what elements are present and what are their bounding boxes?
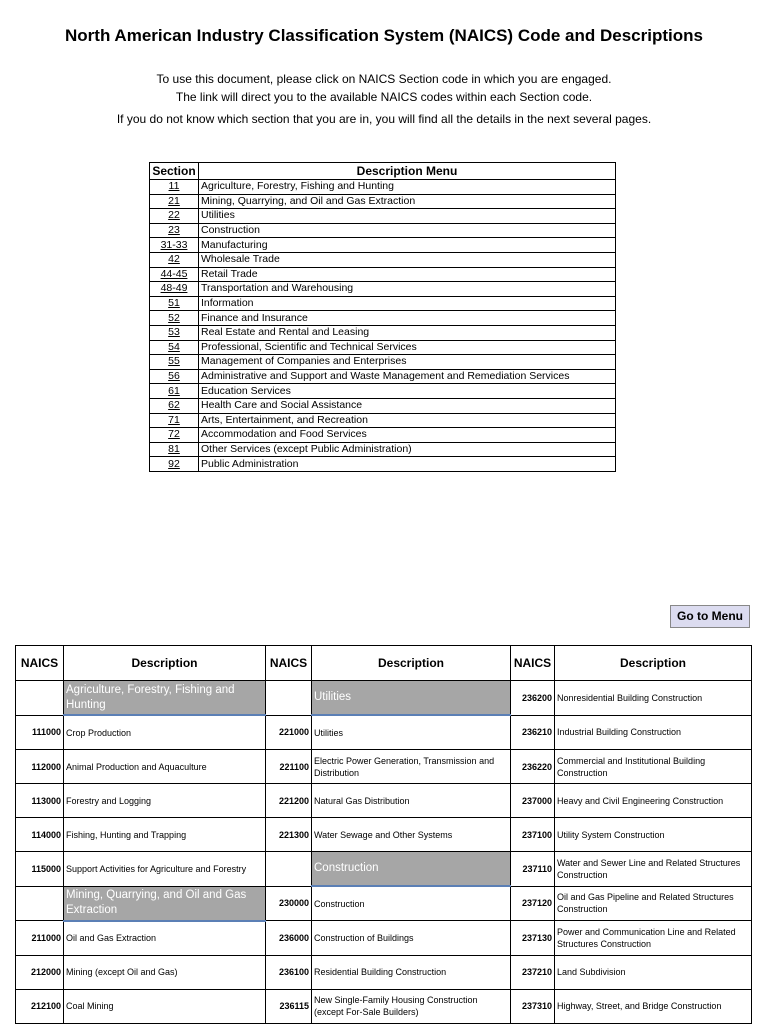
naics-description: Water and Sewer Line and Related Structures Construction xyxy=(555,852,752,887)
section-description: Education Services xyxy=(199,384,616,399)
section-heading: Utilities xyxy=(312,681,511,716)
section-code-link[interactable]: 61 xyxy=(150,384,199,399)
naics-code: 212000 xyxy=(16,955,64,989)
naics-code: 237110 xyxy=(511,852,555,887)
naics-description: Nonresidential Building Construction xyxy=(555,681,752,716)
section-code-link[interactable]: 42 xyxy=(150,252,199,267)
menu-row xyxy=(150,428,616,443)
intro-line-1: To use this document, please click on NAICS Section code in which you are engaged. xyxy=(156,72,612,86)
naics-code: 237130 xyxy=(511,921,555,956)
menu-row xyxy=(150,457,616,472)
go-to-menu-button[interactable]: Go to Menu xyxy=(670,605,750,628)
section-code-link[interactable]: 54 xyxy=(150,340,199,355)
naics-code: 221200 xyxy=(266,784,312,818)
section-description: Manufacturing xyxy=(199,238,616,253)
naics-code: 211000 xyxy=(16,921,64,956)
table-row xyxy=(16,955,752,989)
section-description: Administrative and Support and Waste Management and Remediation Services xyxy=(199,369,616,384)
naics-code: 236210 xyxy=(511,715,555,750)
naics-code: 236000 xyxy=(266,921,312,956)
table-row xyxy=(16,750,752,784)
naics-description: Land Subdivision xyxy=(555,955,752,989)
naics-description: Utility System Construction xyxy=(555,818,752,852)
naics-description: Commercial and Institutional Building Construction xyxy=(555,750,752,784)
naics-description: Utilities xyxy=(312,715,511,750)
section-description: Arts, Entertainment, and Recreation xyxy=(199,413,616,428)
menu-row xyxy=(150,194,616,209)
section-description: Mining, Quarrying, and Oil and Gas Extraction xyxy=(199,194,616,209)
naics-code xyxy=(266,852,312,887)
section-code-link[interactable]: 55 xyxy=(150,355,199,370)
naics-description: Power and Communication Line and Related Structures Construction xyxy=(555,921,752,956)
menu-row xyxy=(150,398,616,413)
section-description: Retail Trade xyxy=(199,267,616,282)
naics-code xyxy=(16,681,64,716)
menu-header-description: Description Menu xyxy=(199,163,616,180)
table-row xyxy=(16,886,752,921)
menu-header-section: Section xyxy=(150,163,199,180)
section-heading: Construction xyxy=(312,852,511,887)
naics-description: Construction of Buildings xyxy=(312,921,511,956)
naics-code: 221000 xyxy=(266,715,312,750)
table-row xyxy=(16,818,752,852)
section-code-link[interactable]: 51 xyxy=(150,296,199,311)
naics-code: 237310 xyxy=(511,989,555,1023)
section-code-link[interactable]: 72 xyxy=(150,428,199,443)
menu-header-row xyxy=(150,163,616,180)
naics-code: 237100 xyxy=(511,818,555,852)
naics-code xyxy=(266,681,312,716)
section-description: Transportation and Warehousing xyxy=(199,282,616,297)
menu-row xyxy=(150,369,616,384)
section-code-link[interactable]: 23 xyxy=(150,223,199,238)
section-description: Agriculture, Forestry, Fishing and Hunting xyxy=(199,180,616,195)
naics-code: 236220 xyxy=(511,750,555,784)
naics-description: Support Activities for Agriculture and Forestry xyxy=(64,852,266,887)
naics-description: Water Sewage and Other Systems xyxy=(312,818,511,852)
menu-row xyxy=(150,442,616,457)
naics-description: Construction xyxy=(312,886,511,921)
section-code-link[interactable]: 21 xyxy=(150,194,199,209)
section-code-link[interactable]: 52 xyxy=(150,311,199,326)
naics-code: 115000 xyxy=(16,852,64,887)
naics-code: 111000 xyxy=(16,715,64,750)
naics-code: 114000 xyxy=(16,818,64,852)
naics-code: 230000 xyxy=(266,886,312,921)
menu-row xyxy=(150,325,616,340)
table-row xyxy=(16,989,752,1023)
naics-description: Mining (except Oil and Gas) xyxy=(64,955,266,989)
section-description: Information xyxy=(199,296,616,311)
section-description: Management of Companies and Enterprises xyxy=(199,355,616,370)
section-code-link[interactable]: 22 xyxy=(150,209,199,224)
section-code-link[interactable]: 44-45 xyxy=(150,267,199,282)
section-description: Finance and Insurance xyxy=(199,311,616,326)
menu-row xyxy=(150,180,616,195)
section-description: Real Estate and Rental and Leasing xyxy=(199,325,616,340)
menu-row xyxy=(150,267,616,282)
naics-description: Oil and Gas Pipeline and Related Structures Construction xyxy=(555,886,752,921)
naics-header-description: Description xyxy=(555,646,752,681)
naics-header-code: NAICS xyxy=(16,646,64,681)
naics-description: Coal Mining xyxy=(64,989,266,1023)
section-heading: Mining, Quarrying, and Oil and Gas Extraction xyxy=(64,886,266,921)
table-row xyxy=(16,921,752,956)
naics-code: 212100 xyxy=(16,989,64,1023)
naics-code: 113000 xyxy=(16,784,64,818)
naics-header-code: NAICS xyxy=(266,646,312,681)
naics-description: Electric Power Generation, Transmission and Distribution xyxy=(312,750,511,784)
naics-code: 236100 xyxy=(266,955,312,989)
naics-description: Forestry and Logging xyxy=(64,784,266,818)
section-heading: Agriculture, Forestry, Fishing and Hunting xyxy=(64,681,266,716)
menu-row xyxy=(150,209,616,224)
naics-code: 221300 xyxy=(266,818,312,852)
menu-row xyxy=(150,384,616,399)
naics-header-description: Description xyxy=(64,646,266,681)
naics-header-description: Description xyxy=(312,646,511,681)
menu-row xyxy=(150,355,616,370)
section-code-link[interactable]: 81 xyxy=(150,442,199,457)
naics-description: Heavy and Civil Engineering Construction xyxy=(555,784,752,818)
section-description: Other Services (except Public Administration) xyxy=(199,442,616,457)
intro-line-3: If you do not know which section that you are in, you will find all the details in the next several pages. xyxy=(116,112,652,126)
section-description: Accommodation and Food Services xyxy=(199,428,616,443)
naics-description: Natural Gas Distribution xyxy=(312,784,511,818)
menu-row xyxy=(150,282,616,297)
menu-row xyxy=(150,238,616,253)
page-title: North American Industry Classification System (NAICS) Code and Descriptions xyxy=(65,26,703,45)
naics-code: 237120 xyxy=(511,886,555,921)
section-description: Construction xyxy=(199,223,616,238)
naics-code: 237000 xyxy=(511,784,555,818)
naics-code: 236115 xyxy=(266,989,312,1023)
naics-description: Oil and Gas Extraction xyxy=(64,921,266,956)
naics-code: 236200 xyxy=(511,681,555,716)
naics-description: Animal Production and Aquaculture xyxy=(64,750,266,784)
naics-description: Highway, Street, and Bridge Construction xyxy=(555,989,752,1023)
table-row xyxy=(16,784,752,818)
section-code-link[interactable]: 56 xyxy=(150,369,199,384)
naics-code-table xyxy=(15,645,752,1024)
naics-description: New Single-Family Housing Construction (except For-Sale Builders) xyxy=(312,989,511,1023)
section-description: Professional, Scientific and Technical Services xyxy=(199,340,616,355)
naics-code: 237210 xyxy=(511,955,555,989)
menu-row xyxy=(150,223,616,238)
table-row xyxy=(16,852,752,887)
section-description: Public Administration xyxy=(199,457,616,472)
section-code-link[interactable]: 31-33 xyxy=(150,238,199,253)
section-code-link[interactable]: 53 xyxy=(150,325,199,340)
naics-code: 221100 xyxy=(266,750,312,784)
section-code-link[interactable]: 11 xyxy=(150,180,199,195)
naics-description: Fishing, Hunting and Trapping xyxy=(64,818,266,852)
naics-description: Industrial Building Construction xyxy=(555,715,752,750)
menu-row xyxy=(150,311,616,326)
section-code-link[interactable]: 71 xyxy=(150,413,199,428)
naics-header-code: NAICS xyxy=(511,646,555,681)
menu-row xyxy=(150,413,616,428)
section-description: Health Care and Social Assistance xyxy=(199,398,616,413)
section-description: Wholesale Trade xyxy=(199,252,616,267)
table-row xyxy=(16,681,752,716)
naics-code: 112000 xyxy=(16,750,64,784)
naics-description: Residential Building Construction xyxy=(312,955,511,989)
section-code-link[interactable]: 62 xyxy=(150,398,199,413)
naics-header-row xyxy=(16,646,752,681)
section-code-link[interactable]: 92 xyxy=(150,457,199,472)
section-code-link[interactable]: 48-49 xyxy=(150,282,199,297)
table-row xyxy=(16,715,752,750)
section-menu-table xyxy=(149,162,616,472)
menu-row xyxy=(150,296,616,311)
naics-code xyxy=(16,886,64,921)
menu-row xyxy=(150,340,616,355)
section-description: Utilities xyxy=(199,209,616,224)
menu-row xyxy=(150,252,616,267)
intro-line-2: The link will direct you to the available NAICS codes within each Section code. xyxy=(175,90,593,104)
naics-description: Crop Production xyxy=(64,715,266,750)
